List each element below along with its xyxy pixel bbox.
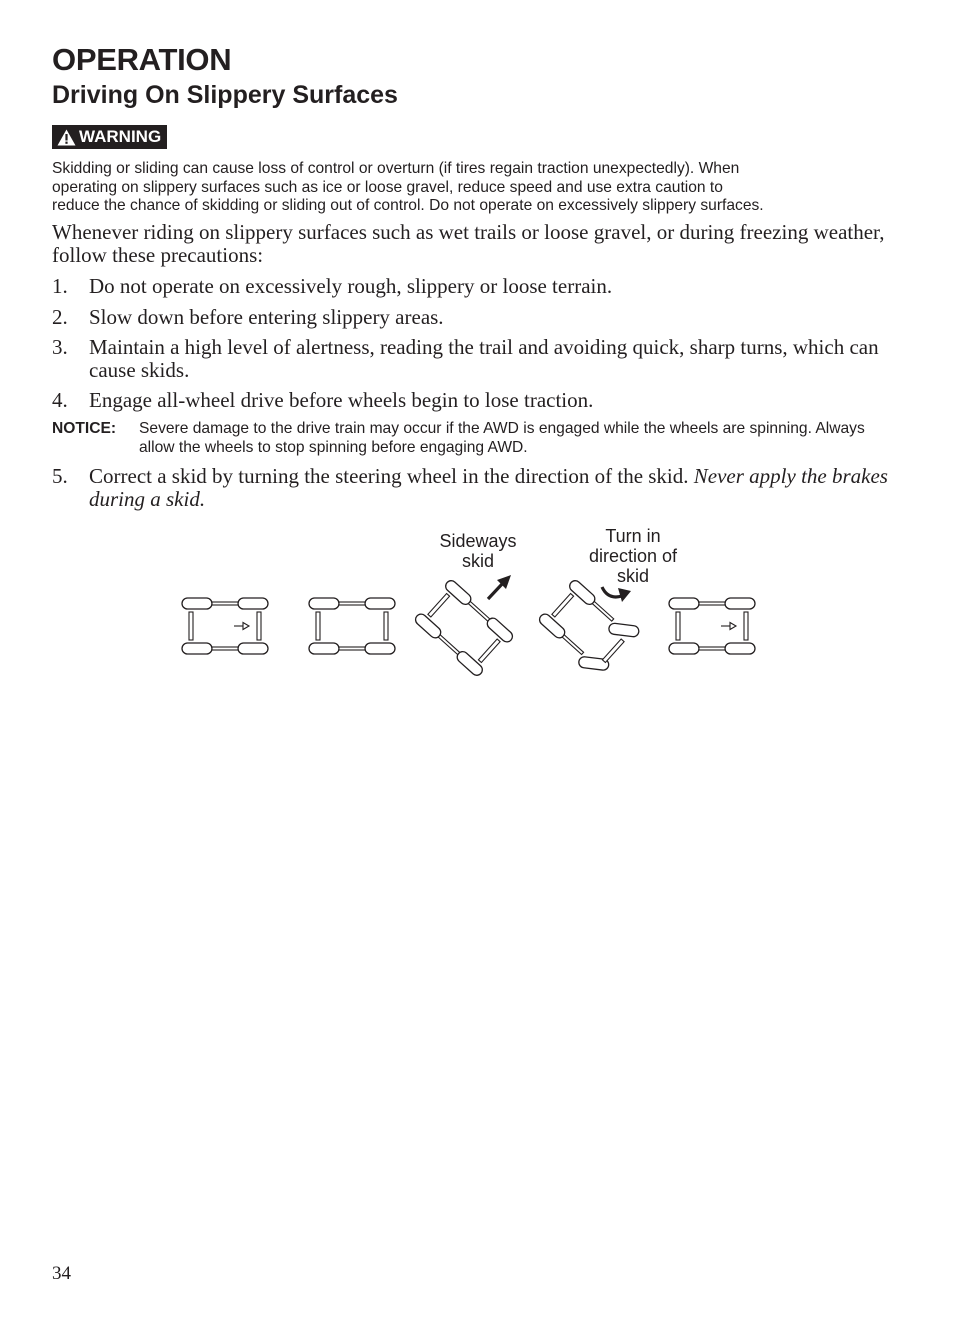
section-title: OPERATION	[52, 42, 232, 77]
step-text-main: Correct a skid by turning the steering wheel in the direction of the skid.	[89, 464, 689, 488]
notice-label: NOTICE:	[52, 420, 117, 437]
page-number: 34	[52, 1263, 71, 1284]
label-sideways-skid: Sideways skid	[439, 531, 517, 571]
step-number: 4.	[52, 388, 68, 412]
step-number: 2.	[52, 305, 68, 329]
step-text: Engage all-wheel drive before wheels begin to lose traction.	[89, 388, 594, 412]
curved-arrow-icon	[602, 587, 631, 602]
step-number: 3.	[52, 335, 68, 359]
warning-line: operating on slippery surfaces such as ice or loose gravel, reduce speed and use extra caution to	[52, 178, 723, 196]
step-text: Maintain a high level of alertness, reading the trail and avoiding quick, sharp turns, which can cause skids.	[89, 335, 879, 382]
step-text: Do not operate on excessively rough, slippery or loose terrain.	[89, 274, 613, 298]
warning-line: reduce the chance of skidding or sliding out of control. Do not operate on excessively slippery surfaces.	[52, 197, 764, 214]
step-emphasis: Never apply the brakes during a skid.	[89, 464, 888, 511]
step-text: Slow down before entering slippery areas.	[89, 305, 444, 329]
car-straight-1	[182, 598, 268, 654]
car-sideways-skid	[413, 578, 514, 677]
step-number: 5.	[52, 464, 68, 488]
car-straight-2	[309, 598, 395, 654]
intro-paragraph: Whenever riding on slippery surfaces such as wet trails or loose gravel, or during freezing weather, follow these precautions:	[52, 220, 885, 267]
page-title: Driving On Slippery Surfaces	[52, 81, 398, 109]
step-number: 1.	[52, 274, 68, 298]
car-straight-3	[669, 598, 755, 654]
sideways-arrow-icon	[488, 575, 511, 599]
warning-label: WARNING	[79, 127, 162, 146]
car-corrected-turn	[532, 573, 644, 684]
warning-line: Skidding or sliding can cause loss of control or overturn (if tires regain traction unexpectedly). When	[52, 160, 740, 177]
notice-text: Severe damage to the drive train may occur if the AWD is engaged while the wheels are spinning. Always allow the wheels to stop spinning before engaging AWD.	[139, 420, 865, 456]
label-turn-direction: Turn in direction of skid	[588, 526, 678, 586]
